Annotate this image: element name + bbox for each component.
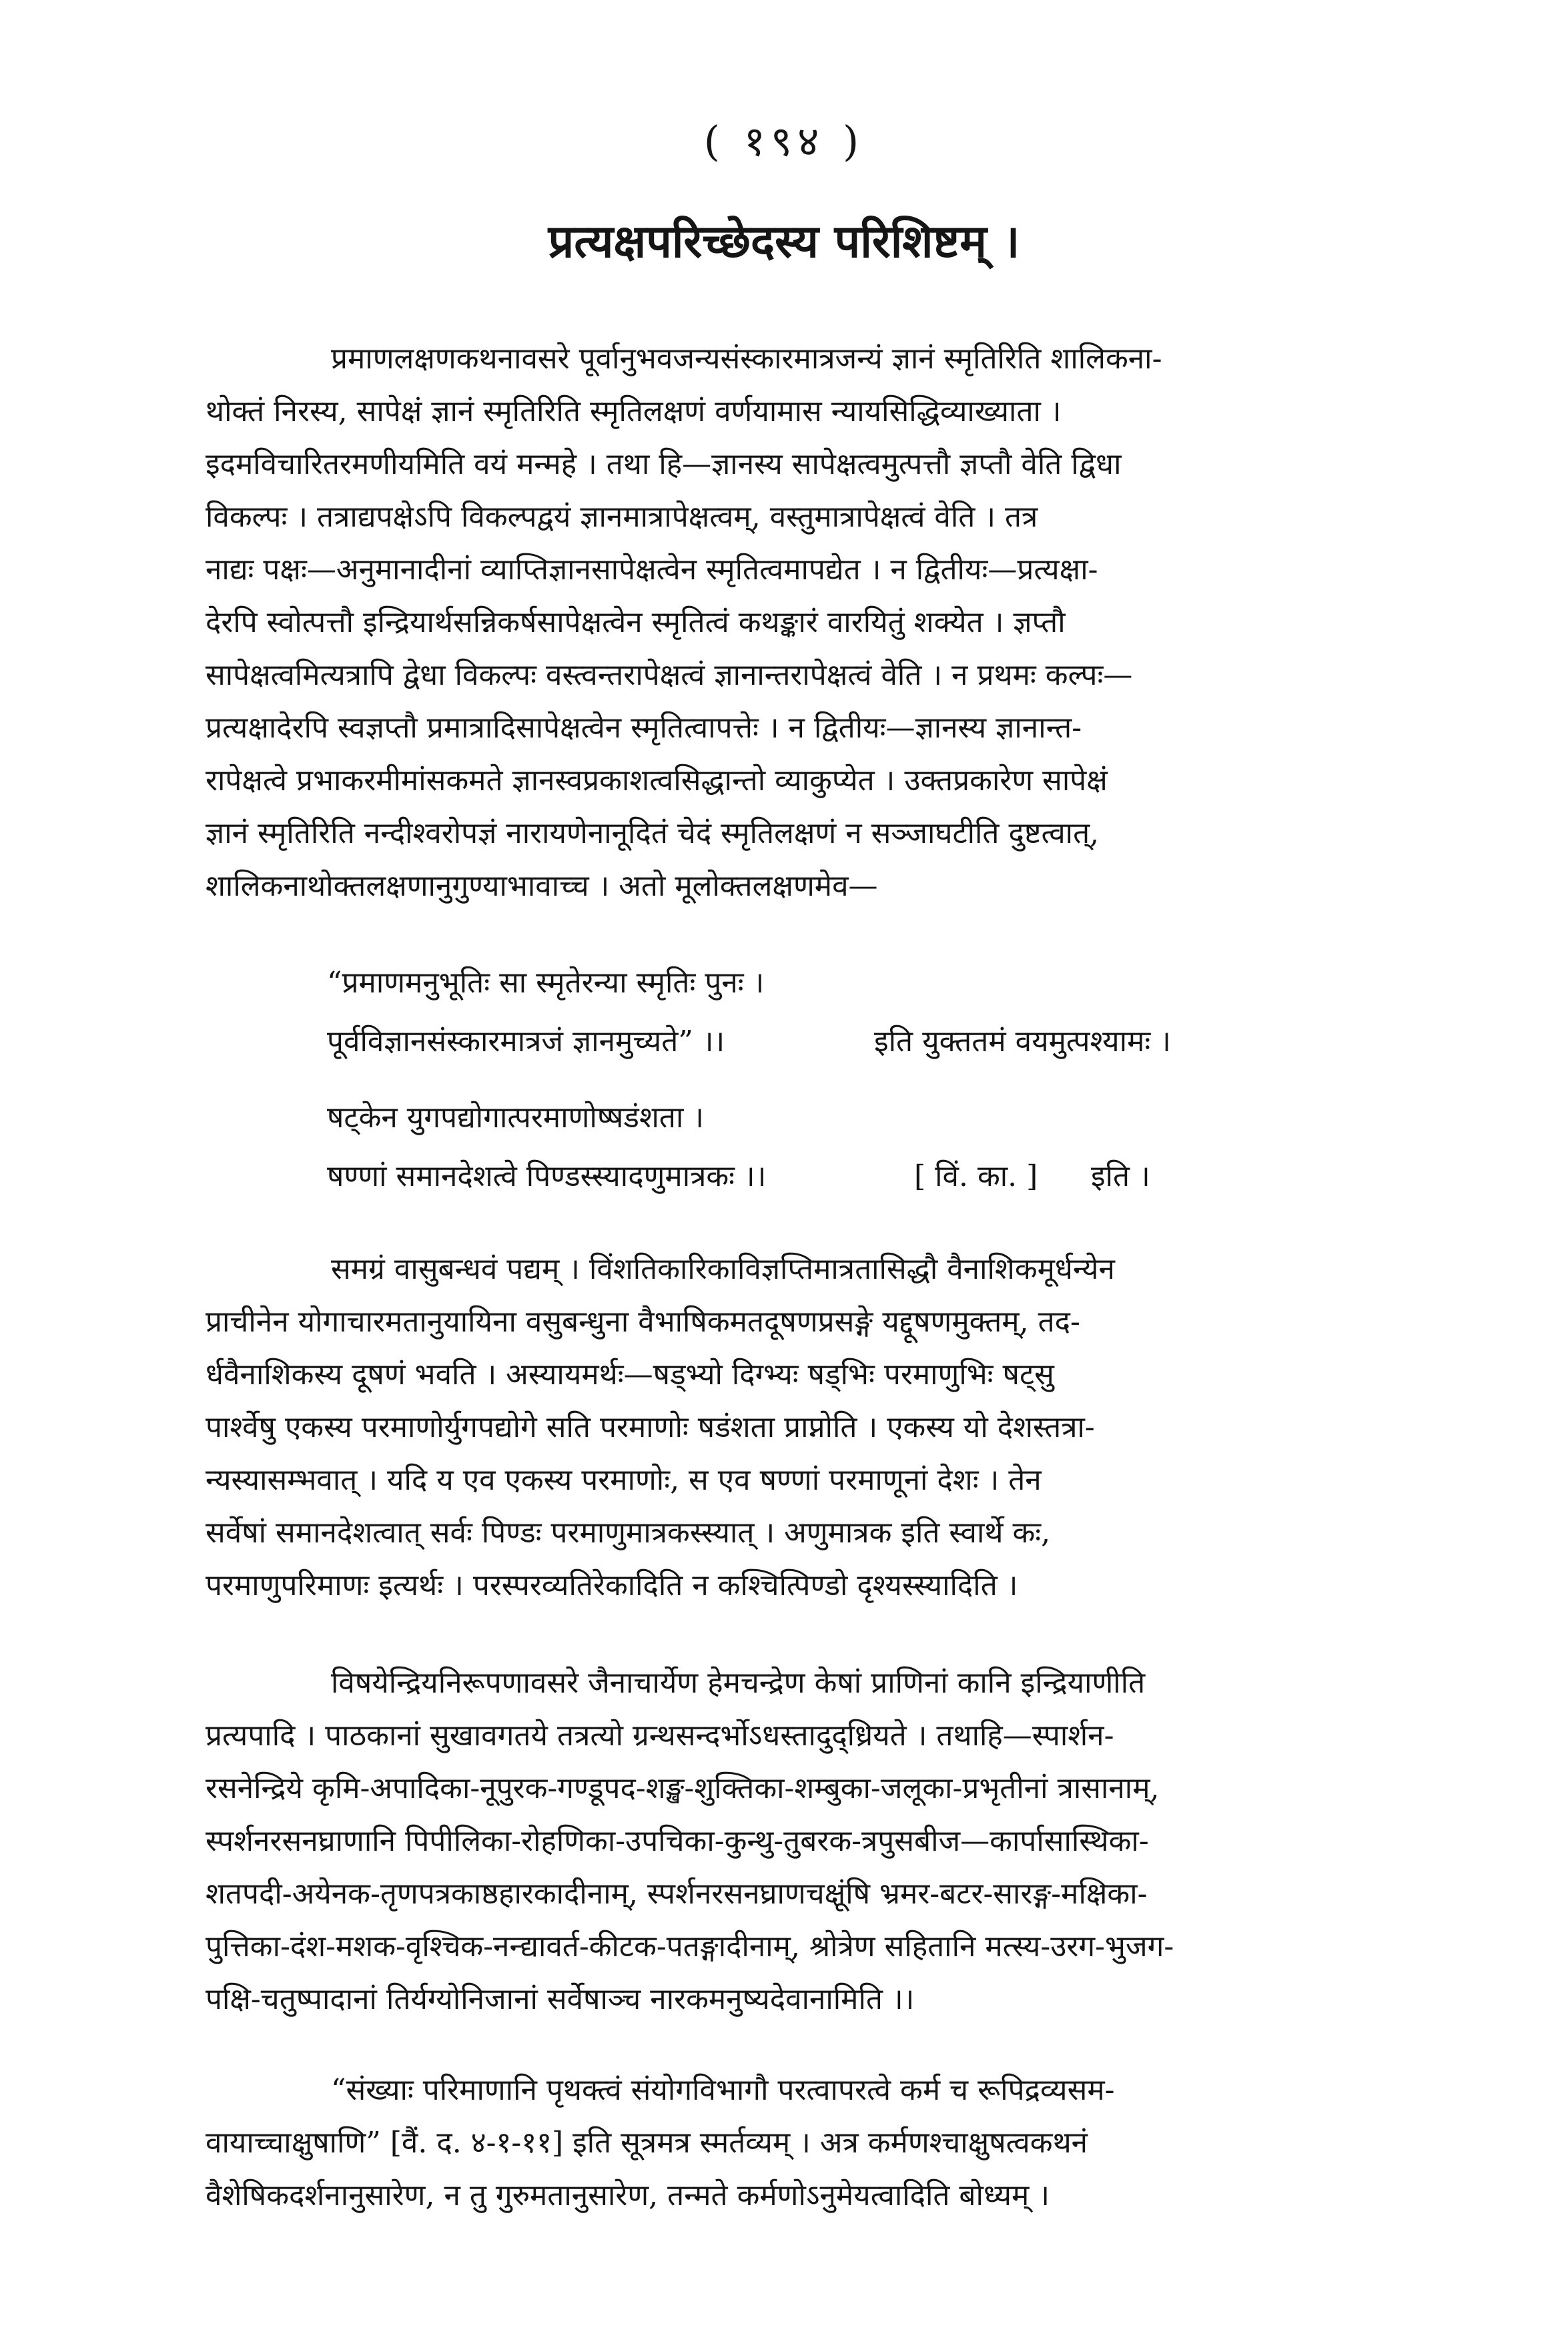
text-line: समग्रं वासुबन्धवं पद्यम् । विंशतिकारिकाविज्ञप्तिमात्रतासिद्धौ वैनाशिकमूर्धन्येन bbox=[331, 1252, 1115, 1286]
page-title: प्रत्यक्षपरिच्छेदस्य परिशिष्टम् । bbox=[548, 215, 1020, 268]
text-line: रसनेन्द्रिये कृमि-अपादिका-नूपुरक-गण्डूपद-शङ्ख-शुक्तिका-शम्बुका-जलूका-प्रभृतीनां त्रासानाम्, bbox=[206, 1771, 1160, 1805]
text-line: प्राचीनेन योगाचारमतानुयायिना वसुबन्धुना वैभाषिकमतदूषणप्रसङ्गे यद्दूषणमुक्तम्, तद- bbox=[206, 1305, 1080, 1339]
text-line: शालिकनाथोक्तलक्षणानुगुण्याभावाच्च । अतो मूलोक्तलक्षणमेव— bbox=[206, 869, 878, 903]
text-line: र्धवैनाशिकस्य दूषणं भवति । अस्यायमर्थः—षड्भ्यो दिग्भ्यः षड्भिः परमाणुभिः षट्सु bbox=[206, 1358, 1054, 1392]
paragraph-4 bbox=[206, 2064, 1432, 2222]
page-number: ( १९४ ) bbox=[703, 117, 865, 166]
text-line: इदमविचारितरमणीयमिति वयं मन्महे । तथा हि—ज्ञानस्य सापेक्षत्वमुत्पत्तौ ज्ञप्तौ वेति द्विधा bbox=[206, 447, 1122, 481]
text-line: ज्ञानं स्मृतिरिति नन्दीश्वरोपज्ञं नारायणेनानूदितं चेदं स्मृतिलक्षणं न सञ्जाघटीति दुष्टत्वात्, bbox=[206, 816, 1100, 850]
text-line: न्यस्यासम्भवात् । यदि य एव एकस्य परमाणोः, स एव षण्णां परमाणूनां देशः । तेन bbox=[206, 1463, 1042, 1497]
text-line: पक्षि-चतुष्पादानां तिर्यग्योनिजानां सर्वेषाञ्च नारकमनुष्यदेवानामिति ।। bbox=[206, 1982, 915, 2016]
verse-1-tail: इति युक्ततमं वयमुत्पश्यामः । bbox=[874, 1025, 1171, 1059]
text-line: प्रत्यपादि । पाठकानां सुखावगतये तत्रत्यो ग्रन्थसन्दर्भोऽधस्तादुद्ध्रियते । तथाहि—स्पार्शन- bbox=[206, 1719, 1114, 1753]
text-line: शतपदी-अयेनक-तृणपत्रकाष्ठहारकादीनाम्, स्पर्शनरसनघ्राणचक्षूंषि भ्रमर-बटर-सारङ्ग-मक्षिका- bbox=[206, 1877, 1148, 1911]
text-line: विकल्पः । तत्राद्यपक्षेऽपि विकल्पद्वयं ज्ञानमात्रापेक्षत्वम्, वस्तुमात्रापेक्षत्वं वेति । तत्र bbox=[206, 500, 1038, 534]
text-line: नाद्यः पक्षः—अनुमानादीनां व्याप्तिज्ञानसापेक्षत्वेन स्मृतित्वमापद्येत । न द्वितीयः—प्रत्यक्षा- bbox=[206, 553, 1098, 587]
text-line: थोक्तं निरस्य, सापेक्षं ज्ञानं स्मृतिरिति स्मृतिलक्षणं वर्णयामास न्यायसिद्धिव्याख्याता । bbox=[206, 394, 1062, 428]
text-line: प्रत्यक्षादेरपि स्वज्ञप्तौ प्रमात्रादिसापेक्षत्वेन स्मृतित्वापत्तेः । न द्वितीयः—ज्ञानस्य ज्ञानान्त- bbox=[206, 711, 1082, 745]
text-line: प्रमाणलक्षणकथनावसरे पूर्वानुभवजन्यसंस्कारमात्रजन्यं ज्ञानं स्मृतिरिति शालिकना- bbox=[331, 342, 1162, 376]
verse-2-reference: [ विं. का. ] bbox=[914, 1159, 1038, 1193]
text-line: वैशेषिकदर्शनानुसारेण, न तु गुरुमतानुसारेण, तन्मते कर्मणोऽनुमेयत्वादिति बोध्यम् । bbox=[206, 2178, 1050, 2213]
text-line: सापेक्षत्वमित्यत्रापि द्वेधा विकल्पः वस्त्वन्तरापेक्षत्वं ज्ञानान्तरापेक्षत्वं वेति । न प्रथमः कल्पः— bbox=[206, 658, 1133, 692]
text-line: वायाच्चाक्षुषाणि” [वैं. द. ४-१-११] इति सूत्रमत्र स्मर्तव्यम् । अत्र कर्मणश्चाक्षुषत्वकथनं bbox=[206, 2126, 1088, 2160]
paragraph-3 bbox=[206, 1657, 1432, 2026]
text-line: पार्श्वेषु एकस्य परमाणोर्युगपद्योगे सति परमाणोः षडंशता प्राप्नोति । एकस्य यो देशस्तत्रा- bbox=[206, 1410, 1095, 1444]
verse-2-line-2: षण्णां समानदेशत्वे पिण्डस्स्यादणुमात्रकः ।। bbox=[327, 1159, 767, 1193]
verse-1-line-1: “प्रमाणमनुभूतिः सा स्मृतेरन्या स्मृतिः पुनः । bbox=[327, 966, 765, 1000]
text-line: देरपि स्वोत्पत्तौ इन्द्रियार्थसन्निकर्षसापेक्षत्वेन स्मृतित्वं कथङ्कारं वारयितुं शक्येत । ज्ञप्तौ bbox=[206, 605, 1066, 639]
text-line: विषयेन्द्रियनिरूपणावसरे जैनाचार्येण हेमचन्द्रेण केषां प्राणिनां कानि इन्द्रियाणीति bbox=[331, 1666, 1146, 1700]
text-line: “संख्याः परिमाणानि पृथक्त्वं संयोगविभागौ परत्वापरत्वे कर्म च रूपिद्रव्यसम- bbox=[331, 2073, 1115, 2107]
text-line: रापेक्षत्वे प्रभाकरमीमांसकमते ज्ञानस्वप्रकाशत्वसिद्धान्तो व्याकुप्येत । उक्तप्रकारेण सापेक्षं bbox=[206, 764, 1108, 798]
text-line: सर्वेषां समानदेशत्वात् सर्वः पिण्डः परमाणुमात्रकस्स्यात् । अणुमात्रक इति स्वार्थे कः, bbox=[206, 1516, 1051, 1550]
verse-2-line-1: षट्केन युगपद्योगात्परमाणोष्षडंशता । bbox=[327, 1101, 705, 1135]
verse-2-tail: इति । bbox=[1091, 1159, 1150, 1193]
paragraph-2 bbox=[206, 1243, 1432, 1612]
text-line: पुत्तिका-दंश-मशक-वृश्चिक-नन्द्यावर्त-कीटक-पतङ्गादीनाम्, श्रोत्रेण सहितानि मत्स्य-उरग-भुजग- bbox=[206, 1930, 1174, 1964]
paragraph-1 bbox=[206, 332, 1432, 912]
text-line: परमाणुपरिमाणः इत्यर्थः । परस्परव्यतिरेकादिति न कश्चित्पिण्डो दृश्यस्स्यादिति । bbox=[206, 1568, 1018, 1602]
verse-1-line-2: पूर्वविज्ञानसंस्कारमात्रजं ज्ञानमुच्यते” ।। bbox=[327, 1025, 725, 1059]
text-line: स्पर्शनरसनघ्राणानि पिपीलिका-रोहणिका-उपचिका-कुन्थु-तुबरक-त्रपुसबीज—कार्पासास्थिका- bbox=[206, 1824, 1149, 1858]
